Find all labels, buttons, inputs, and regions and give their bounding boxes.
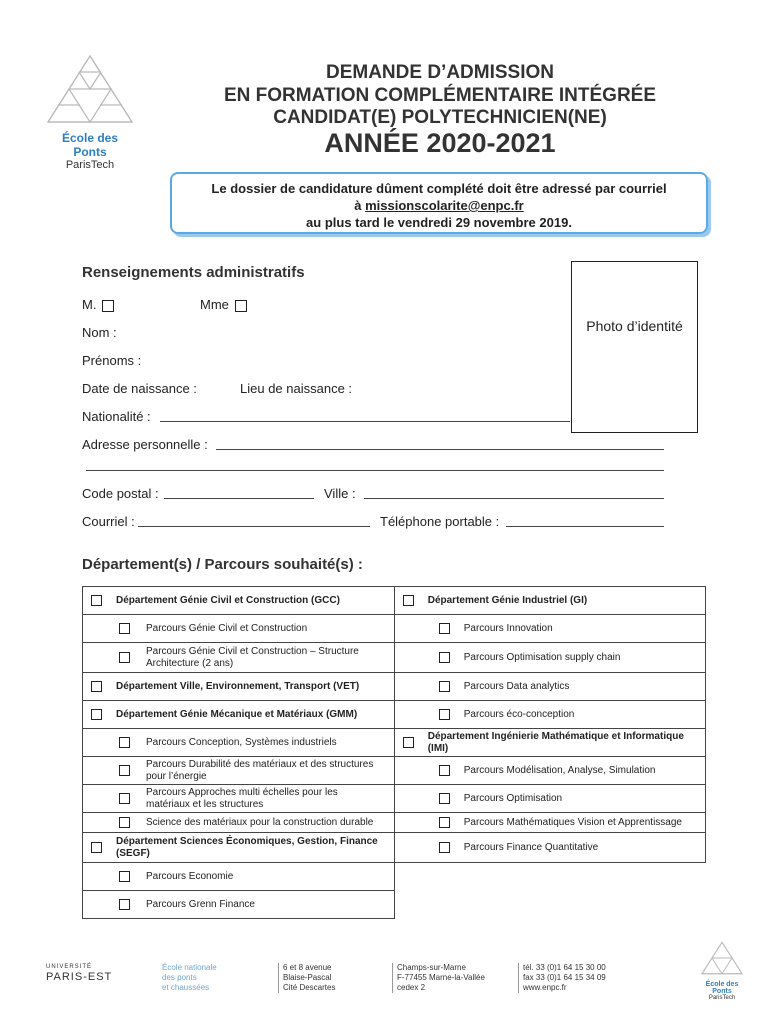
footer-logo-name: École des Ponts — [705, 981, 739, 995]
parcours-label: Parcours Finance Quantitative — [463, 842, 599, 853]
city-line-2: F-77455 Marne-la-Vallée — [397, 973, 485, 982]
adresse-row — [82, 437, 208, 452]
dept-label-vet: Département Ville, Environnement, Transport (VET) — [116, 681, 360, 692]
parcours-cell — [83, 729, 395, 757]
dept-cell-vet — [83, 673, 395, 701]
parcours-label: Parcours éco-conception — [463, 709, 575, 720]
prenoms-field[interactable]: Prénoms : — [82, 353, 142, 368]
parcours-checkbox[interactable] — [439, 765, 450, 776]
city-line-1: Champs-sur-Marne — [397, 963, 466, 972]
parcours-checkbox[interactable] — [439, 817, 450, 828]
parcours-label: Parcours Optimisation supply chain — [463, 652, 621, 663]
telephone-label: Téléphone portable : — [380, 514, 500, 529]
footer-school — [162, 963, 217, 993]
mme-label: Mme — [200, 297, 229, 312]
dept-label-imi: Département Ingénierie Mathématique et Informatique (IMI) — [427, 730, 684, 754]
footer-logo — [696, 940, 748, 1001]
ecole-line-1: École nationale — [162, 963, 217, 972]
parcours-label: Parcours Modélisation, Analyse, Simulation — [463, 765, 656, 776]
addr-line-1: 6 et 8 avenue — [283, 963, 332, 972]
empty-cell — [394, 891, 705, 919]
ecole-line-3: et chaussées — [162, 983, 210, 992]
dept-checkbox-gi[interactable] — [403, 595, 414, 606]
dept-checkbox-vet[interactable] — [91, 681, 102, 692]
notice-email-link[interactable]: missionscolarite@enpc.fr — [365, 198, 524, 213]
dept-cell-gcc — [83, 587, 395, 615]
parcours-checkbox[interactable] — [439, 709, 450, 720]
parcours-checkbox[interactable] — [119, 817, 130, 828]
code-postal-line[interactable] — [164, 498, 314, 499]
parcours-checkbox[interactable] — [119, 793, 130, 804]
footer-contact — [518, 963, 606, 993]
parcours-cell — [394, 643, 705, 673]
logo-name: École des Ponts — [61, 131, 119, 159]
parcours-checkbox[interactable] — [119, 623, 130, 634]
lieu-naissance-field[interactable]: Lieu de naissance : — [240, 381, 353, 396]
ville-label: Ville : — [324, 486, 356, 501]
parcours-label: Parcours Mathématiques Vision et Apprentissage — [463, 817, 682, 828]
parcours-label: Parcours Data analytics — [463, 681, 570, 692]
date-naissance-field[interactable]: Date de naissance : — [82, 381, 197, 396]
m-checkbox[interactable] — [102, 300, 114, 312]
notice-line-3: au plus tard le vendredi 29 novembre 2019. — [306, 215, 572, 230]
parcours-cell — [394, 673, 705, 701]
notice-prefix: à — [354, 198, 366, 213]
university-logo — [46, 962, 112, 982]
dept-checkbox-gcc[interactable] — [91, 595, 102, 606]
parcours-checkbox[interactable] — [119, 652, 130, 663]
parcours-cell — [394, 785, 705, 813]
addr-line-2: Blaise-Pascal — [283, 973, 332, 982]
parcours-label: Parcours Conception, Systèmes industriels — [146, 737, 337, 748]
title-line-2: EN FORMATION COMPLÉMENTAIRE INTÉGRÉE — [223, 85, 657, 106]
parcours-checkbox[interactable] — [439, 842, 450, 853]
footer-logo-sub: ParisTech — [708, 995, 736, 1001]
parcours-label: Parcours Grenn Finance — [146, 899, 255, 910]
parcours-cell — [83, 643, 395, 673]
univ-top: UNIVERSITÉ — [46, 964, 93, 970]
ecole-line-2: des ponts — [162, 973, 197, 982]
parcours-cell — [394, 701, 705, 729]
parcours-checkbox[interactable] — [119, 871, 130, 882]
parcours-cell — [83, 757, 395, 785]
mme-checkbox[interactable] — [235, 300, 247, 312]
logo-sub: ParisTech — [65, 159, 115, 171]
parcours-checkbox[interactable] — [119, 737, 130, 748]
parcours-checkbox[interactable] — [439, 793, 450, 804]
gender-m — [82, 297, 114, 312]
dept-checkbox-gmm[interactable] — [91, 709, 102, 720]
code-postal-label: Code postal : — [82, 486, 159, 501]
footer-tel: tél. 33 (0)1 64 15 30 00 — [523, 963, 606, 972]
nom-field[interactable]: Nom : — [82, 325, 117, 340]
parcours-cell — [394, 615, 705, 643]
telephone-line[interactable] — [506, 526, 664, 527]
parcours-label: Parcours Innovation — [463, 623, 553, 634]
school-logo — [44, 54, 136, 171]
nationalite-label: Nationalité : — [82, 409, 151, 424]
addr-line-3: Cité Descartes — [283, 983, 336, 992]
dept-cell-gi — [394, 587, 705, 615]
parcours-label: Parcours Génie Civil et Construction — [146, 623, 308, 634]
dept-label-gmm: Département Génie Mécanique et Matériaux (GMM) — [116, 709, 358, 720]
admin-section-title: Renseignements administratifs — [82, 264, 305, 281]
dept-checkbox-imi[interactable] — [403, 737, 414, 748]
notice-line-1: Le dossier de candidature dûment complété doit être adressé par courriel — [211, 181, 667, 196]
photo-box[interactable] — [571, 261, 698, 433]
parcours-checkbox[interactable] — [439, 681, 450, 692]
parcours-checkbox[interactable] — [439, 623, 450, 634]
triangle-logo-icon — [700, 940, 744, 976]
courriel-label: Courriel : — [82, 514, 135, 529]
submission-notice — [170, 172, 708, 234]
parcours-cell — [394, 813, 705, 833]
dept-cell-imi — [394, 729, 705, 757]
nationalite-row — [82, 409, 151, 424]
footer-address — [278, 963, 335, 993]
parcours-label: Parcours Economie — [146, 871, 234, 882]
title-line-3: CANDIDAT(E) POLYTECHNICIEN(NE) — [273, 107, 607, 128]
courriel-line[interactable] — [138, 526, 370, 527]
parcours-cell — [83, 785, 395, 813]
parcours-label: Science des matériaux pour la construction durable — [146, 817, 374, 828]
parcours-cell — [83, 863, 395, 891]
empty-cell — [394, 863, 705, 891]
parcours-cell — [83, 615, 395, 643]
gender-mme — [200, 297, 247, 312]
dept-label-gi: Département Génie Industriel (GI) — [427, 595, 588, 606]
parcours-checkbox[interactable] — [439, 652, 450, 663]
title-year: ANNÉE 2020-2021 — [324, 128, 556, 158]
departments-section-title: Département(s) / Parcours souhaité(s) : — [82, 556, 363, 573]
parcours-label: Parcours Optimisation — [463, 793, 563, 804]
departments-table — [82, 586, 706, 919]
footer-fax: fax 33 (0)1 64 15 34 09 — [523, 973, 606, 982]
parcours-cell — [394, 757, 705, 785]
photo-label: Photo d’identité — [586, 318, 683, 334]
dept-label-gcc: Département Génie Civil et Construction (GCC) — [116, 595, 340, 606]
notice-line-2 — [172, 197, 706, 214]
title-line-1: DEMANDE D’ADMISSION — [325, 62, 554, 83]
m-label: M. — [82, 297, 97, 312]
adresse-line-1[interactable] — [216, 449, 664, 450]
parcours-cell — [83, 813, 395, 833]
dept-checkbox-segf[interactable] — [91, 842, 102, 853]
adresse-line-2[interactable] — [86, 470, 664, 471]
parcours-label: Parcours Durabilité des matériaux et des structures pour l’énergie — [146, 758, 374, 782]
ville-line[interactable] — [364, 498, 664, 499]
dept-label-segf: Département Sciences Économiques, Gestion, Finance (SEGF) — [116, 835, 378, 859]
footer-web[interactable]: www.enpc.fr — [523, 983, 567, 992]
footer-city — [392, 963, 485, 993]
adresse-label: Adresse personnelle : — [82, 437, 208, 452]
dept-cell-gmm — [83, 701, 395, 729]
dept-cell-segf — [83, 833, 395, 863]
parcours-checkbox[interactable] — [119, 899, 130, 910]
city-line-3: cedex 2 — [397, 983, 426, 992]
parcours-label: Parcours Approches multi échelles pour les matériaux et les structures — [146, 786, 338, 810]
triangle-logo-icon — [44, 54, 136, 124]
parcours-label: Parcours Génie Civil et Construction – Structure Architecture (2 ans) — [146, 645, 359, 669]
parcours-checkbox[interactable] — [119, 765, 130, 776]
univ-main: PARIS-EST — [46, 971, 113, 983]
parcours-cell — [83, 891, 395, 919]
nationalite-line[interactable] — [160, 421, 570, 422]
parcours-cell — [394, 833, 705, 863]
